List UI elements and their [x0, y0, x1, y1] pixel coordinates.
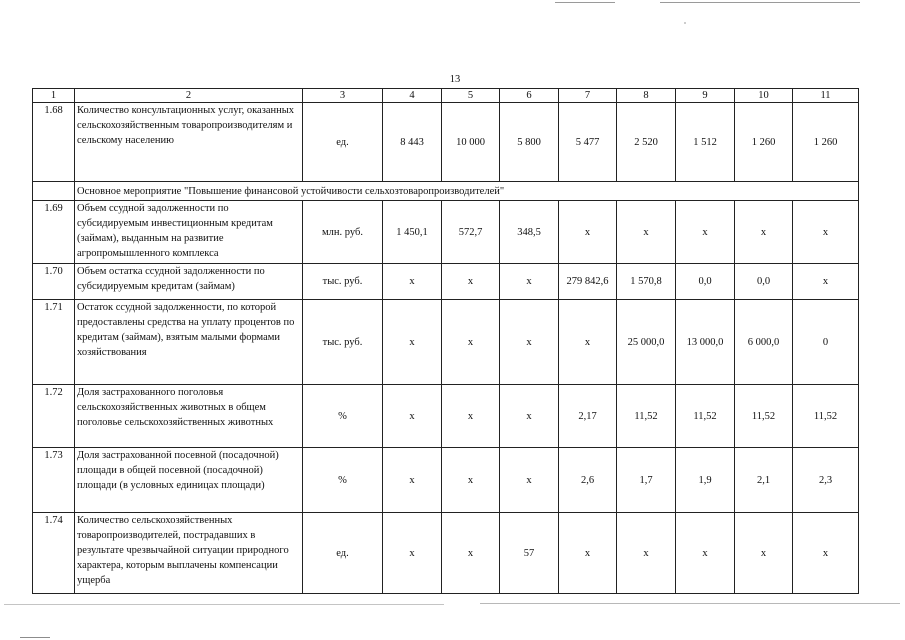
indicator-name: Объем остатка ссудной задолженности по субсидируемым кредитам (займам): [75, 264, 303, 300]
value-cell: 2 520: [617, 103, 676, 182]
value-cell: 13 000,0: [676, 300, 735, 385]
indicators-table: [32, 88, 859, 594]
header-cell: 6: [500, 89, 559, 103]
indicator-name: Остаток ссудной задолженности, по которой предоставлены средства на уплату процентов по кредитам (займам), взятым малыми формами хозяйствования: [75, 300, 303, 385]
value-cell: 1 260: [735, 103, 793, 182]
value-cell: 6 000,0: [735, 300, 793, 385]
value-cell: х: [559, 201, 617, 264]
value-cell: х: [500, 385, 559, 448]
unit-cell: млн. руб.: [303, 201, 383, 264]
section-row: [33, 182, 859, 201]
value-cell: х: [617, 513, 676, 594]
value-cell: х: [793, 264, 859, 300]
table-row: [33, 264, 859, 300]
value-cell: 1,9: [676, 448, 735, 513]
header-cell: 1: [33, 89, 75, 103]
header-cell: 3: [303, 89, 383, 103]
indicator-name: Количество сельскохозяйственных товаропроизводителей, пострадавших в результате чрезвычайной ситуации природного характера, которым выплачены компенсации ущерба: [75, 513, 303, 594]
header-cell: 10: [735, 89, 793, 103]
unit-cell: %: [303, 448, 383, 513]
section-number-cell: [33, 182, 75, 201]
row-number: 1.74: [33, 513, 75, 594]
value-cell: х: [676, 201, 735, 264]
scan-line-top-2: [660, 2, 860, 3]
value-cell: 2,1: [735, 448, 793, 513]
row-number: 1.71: [33, 300, 75, 385]
value-cell: х: [735, 513, 793, 594]
row-number: 1.68: [33, 103, 75, 182]
value-cell: х: [442, 513, 500, 594]
unit-cell: ед.: [303, 103, 383, 182]
value-cell: 0: [793, 300, 859, 385]
unit-cell: тыс. руб.: [303, 264, 383, 300]
value-cell: 11,52: [735, 385, 793, 448]
value-cell: 1 260: [793, 103, 859, 182]
value-cell: 10 000: [442, 103, 500, 182]
header-cell: 7: [559, 89, 617, 103]
value-cell: х: [442, 264, 500, 300]
header-cell: 5: [442, 89, 500, 103]
value-cell: х: [559, 300, 617, 385]
value-cell: 348,5: [500, 201, 559, 264]
header-cell: 8: [617, 89, 676, 103]
header-cell: 11: [793, 89, 859, 103]
table-row: [33, 300, 859, 385]
scan-line-bottom-3: [20, 637, 50, 638]
value-cell: х: [383, 264, 442, 300]
table-row: [33, 448, 859, 513]
value-cell: 1,7: [617, 448, 676, 513]
table-body: [33, 89, 859, 594]
scan-line-top-1: [555, 2, 615, 3]
indicator-name: Доля застрахованного поголовья сельскохозяйственных животных в общем поголовье сельскохозяйственных животных: [75, 385, 303, 448]
header-cell: 4: [383, 89, 442, 103]
value-cell: х: [559, 513, 617, 594]
value-cell: 279 842,6: [559, 264, 617, 300]
value-cell: х: [793, 513, 859, 594]
value-cell: 8 443: [383, 103, 442, 182]
value-cell: 25 000,0: [617, 300, 676, 385]
table-row: [33, 103, 859, 182]
value-cell: 572,7: [442, 201, 500, 264]
value-cell: 1 570,8: [617, 264, 676, 300]
header-cell: 9: [676, 89, 735, 103]
value-cell: х: [442, 385, 500, 448]
value-cell: 11,52: [793, 385, 859, 448]
scan-line-bottom-2: [480, 603, 900, 604]
value-cell: х: [383, 385, 442, 448]
value-cell: х: [500, 448, 559, 513]
value-cell: х: [793, 201, 859, 264]
value-cell: х: [442, 448, 500, 513]
value-cell: 1 450,1: [383, 201, 442, 264]
value-cell: 0,0: [735, 264, 793, 300]
unit-cell: ед.: [303, 513, 383, 594]
header-cell: 2: [75, 89, 303, 103]
value-cell: 57: [500, 513, 559, 594]
value-cell: х: [383, 448, 442, 513]
value-cell: х: [383, 513, 442, 594]
value-cell: 5 477: [559, 103, 617, 182]
value-cell: 1 512: [676, 103, 735, 182]
value-cell: 11,52: [676, 385, 735, 448]
value-cell: х: [383, 300, 442, 385]
value-cell: 2,3: [793, 448, 859, 513]
value-cell: х: [735, 201, 793, 264]
value-cell: х: [442, 300, 500, 385]
unit-cell: %: [303, 385, 383, 448]
unit-cell: тыс. руб.: [303, 300, 383, 385]
value-cell: х: [617, 201, 676, 264]
indicator-name: Доля застрахованной посевной (посадочной) площади в общей посевной (посадочной) площади (в условных единицах площади): [75, 448, 303, 513]
value-cell: х: [676, 513, 735, 594]
value-cell: 5 800: [500, 103, 559, 182]
indicator-name: Количество консультационных услуг, оказанных сельскохозяйственным товаропроизводителям и сельскому населению: [75, 103, 303, 182]
table-row: [33, 385, 859, 448]
value-cell: х: [500, 300, 559, 385]
row-number: 1.72: [33, 385, 75, 448]
row-number: 1.69: [33, 201, 75, 264]
value-cell: 2,6: [559, 448, 617, 513]
scan-speck: [684, 22, 686, 24]
row-number: 1.70: [33, 264, 75, 300]
value-cell: х: [500, 264, 559, 300]
section-title: Основное мероприятие "Повышение финансовой устойчивости сельхозтоваропроизводителей": [75, 182, 859, 201]
table-row: [33, 513, 859, 594]
table-row: [33, 201, 859, 264]
scan-line-bottom-1: [4, 604, 444, 605]
value-cell: 0,0: [676, 264, 735, 300]
value-cell: 2,17: [559, 385, 617, 448]
header-row: [33, 89, 859, 103]
indicator-name: Объем ссудной задолженности по субсидируемым инвестиционным кредитам (займам), выданным на развитие агропромышленного комплекса: [75, 201, 303, 264]
value-cell: 11,52: [617, 385, 676, 448]
row-number: 1.73: [33, 448, 75, 513]
page-number: 13: [449, 74, 461, 85]
